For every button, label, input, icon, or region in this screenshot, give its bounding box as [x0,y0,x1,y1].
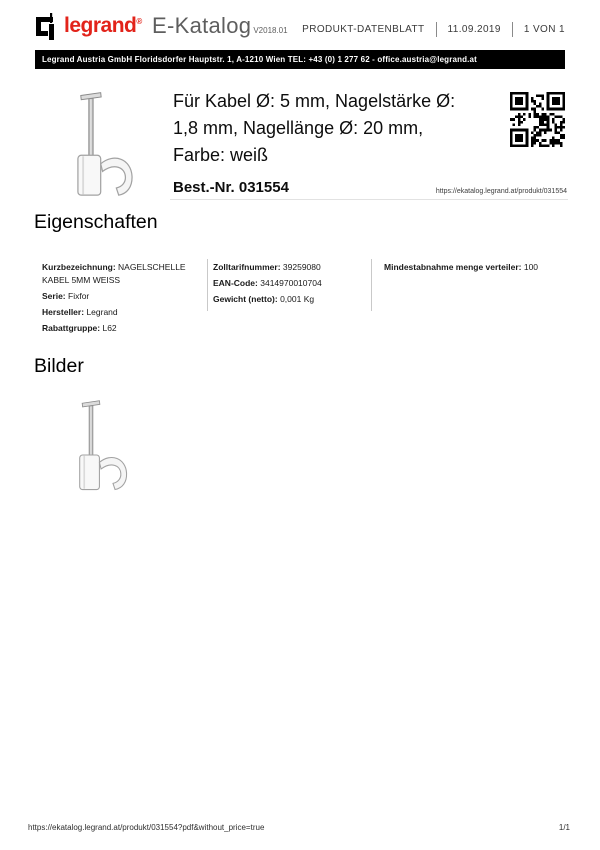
product-title-line: 1,8 mm, Nagellänge Ø: 20 mm, [173,118,424,138]
property-value: 3414970010704 [260,278,322,288]
registered-mark: ® [136,17,142,26]
product-title [173,88,518,169]
property-label: Rabattgruppe: [42,323,101,333]
footer-url-link[interactable]: https://ekatalog.legrand.at/produkt/031554?pdf&without_price=true [28,823,265,832]
brand-name: legrand [64,14,137,37]
section-title-bilder: Bilder [34,355,84,377]
properties-column-2 [213,261,369,309]
product-photo-cable-clip-small [52,395,137,492]
brand-wordmark [64,14,142,38]
property-value: L62 [102,323,117,333]
order-number: Best.-Nr. 031554 [173,179,289,196]
property-label: EAN-Code: [213,278,258,288]
column-divider [371,259,372,311]
property-field [42,290,205,303]
property-label: Mindestabnahme menge verteiler: [384,262,522,272]
property-field [213,261,369,274]
property-value: Legrand [86,307,118,317]
company-address-text: Legrand Austria GmbH Floridsdorfer Hauptstr. 1, A-1210 Wien TEL: +43 (0) 1 277 62 - office.austria@legrand.at [42,55,477,64]
property-value: Fixfor [68,291,90,301]
property-value: 100 [523,262,539,272]
company-address-bar [35,50,565,69]
doc-type-label: PRODUKT-DATENBLATT [302,23,425,35]
properties-column-3 [384,261,564,277]
property-value: 0,001 Kg [280,294,315,304]
property-field [42,261,205,287]
page-indicator: 1 VON 1 [523,23,565,35]
qr-code [510,92,565,147]
property-value: 39259080 [282,262,321,272]
property-field [213,293,369,306]
property-value: NAGELSCHELLE KABEL 5MM WEISS [42,262,186,285]
property-field [42,322,205,335]
header-separator [436,22,437,37]
doc-date: 11.09.2019 [447,23,501,35]
header-meta [302,20,565,38]
product-url-link[interactable]: https://ekatalog.legrand.at/produkt/031554 [435,188,567,195]
header-separator [512,22,513,37]
property-label: Hersteller: [42,307,85,317]
app-title-text: E-Katalog [152,13,252,38]
column-divider [207,259,208,311]
property-label: Gewicht (netto): [213,294,278,304]
footer-page-number: 1/1 [558,823,570,832]
property-field [384,261,564,274]
property-label: Serie: [42,291,66,301]
section-title-eigenschaften: Eigenschaften [34,211,158,233]
product-title-line: Für Kabel Ø: 5 mm, Nagelstärke Ø: [173,91,456,111]
app-version: V2018.01 [253,26,288,35]
product-photo-cable-clip [45,86,145,198]
property-label: Zolltarifnummer: [213,262,281,272]
title-divider [170,199,568,200]
property-field [213,277,369,290]
property-label: Kurzbezeichnung: [42,262,116,272]
product-title-line: Farbe: weiß [173,145,269,165]
legrand-logo-icon [35,13,61,40]
properties-column-1 [42,261,205,338]
property-field [42,306,205,319]
app-title [152,13,288,39]
